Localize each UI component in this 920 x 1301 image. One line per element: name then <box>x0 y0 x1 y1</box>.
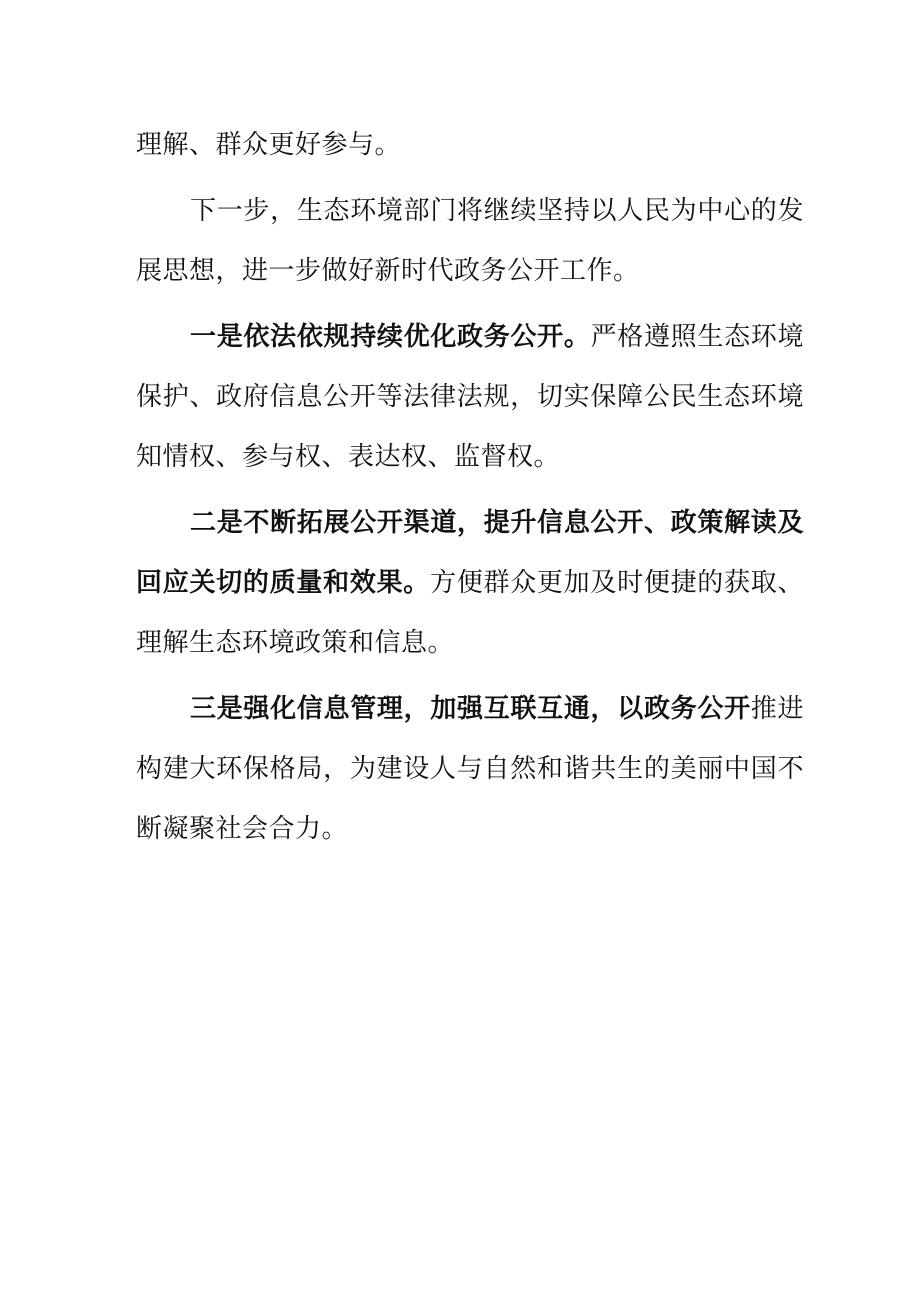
paragraph-lead: 二是不断拓展公开渠道，提升信息公开、政策解读及回应关切的质量和效果。 <box>136 508 804 598</box>
paragraph-text: 方便群众更加及时便捷的获取、理解生态环境政策和信息。 <box>136 568 804 658</box>
paragraph-point-one <box>136 307 804 487</box>
paragraph-text: 下一步，生态环境部门将继续坚持以人民为中心的发展思想，进一步做好新时代政务公开工作。 <box>136 196 804 286</box>
paragraph-text: 严格遵照生态环境保护、政府信息公开等法律法规，切实保障公民生态环境知情权、参与权、表达权、监督权。 <box>136 322 804 472</box>
document-body <box>136 115 804 865</box>
paragraph-lead: 一是依法依规持续优化政务公开。 <box>190 322 591 352</box>
paragraph-text: 理解、群众更好参与。 <box>136 130 402 160</box>
paragraph-continuation <box>136 115 804 175</box>
paragraph-point-three <box>136 679 804 859</box>
paragraph-lead: 三是强化信息管理，加强互联互通，以政务公开 <box>190 694 751 724</box>
paragraph-point-two <box>136 493 804 673</box>
paragraph-next-step <box>136 181 804 301</box>
paragraph-text: 推进构建大环保格局，为建设人与自然和谐共生的美丽中国不断凝聚社会合力。 <box>136 694 804 844</box>
